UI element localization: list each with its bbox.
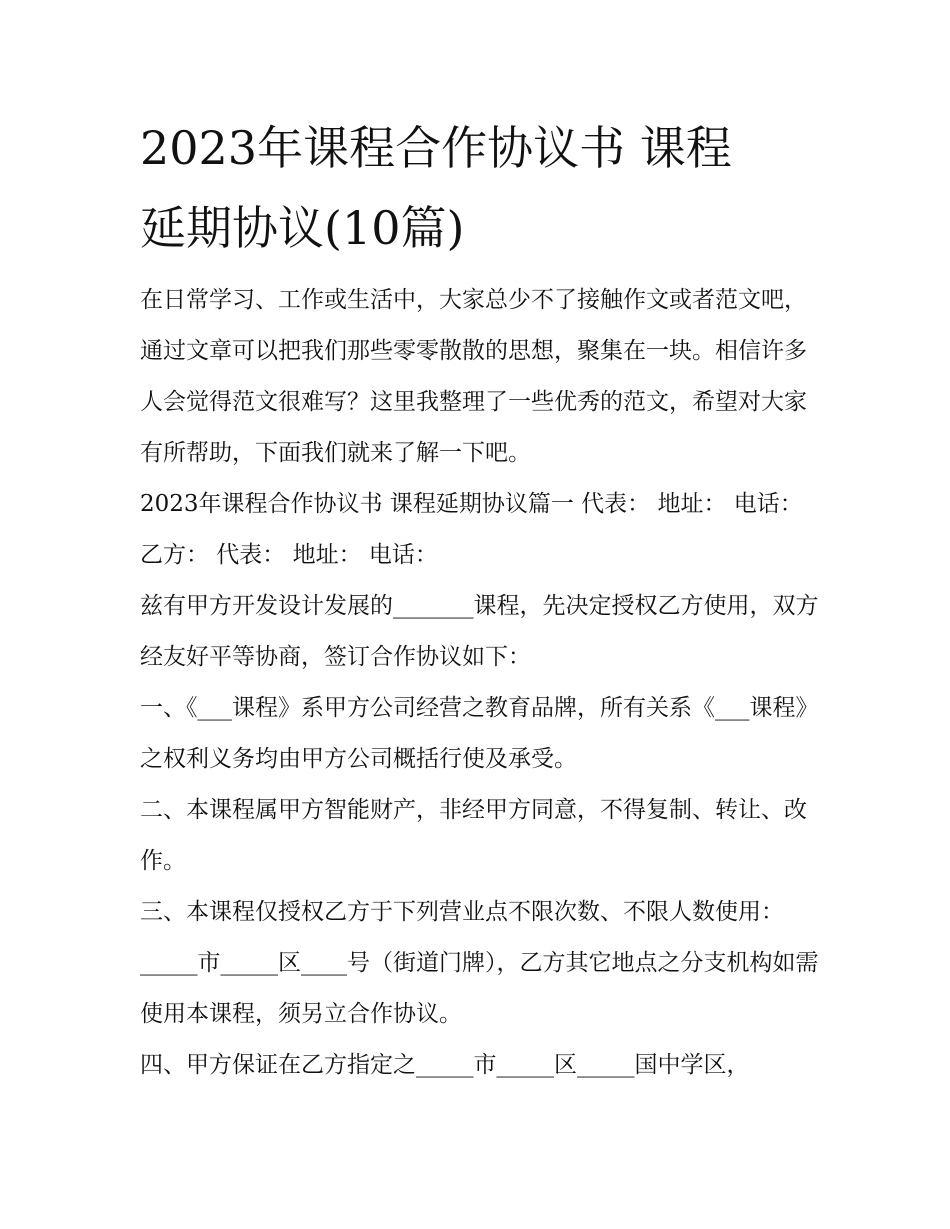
paragraph-clause-2: 二、本课程属甲方智能财产，非经甲方同意，不得复制、转让、改作。 xyxy=(140,797,807,874)
document-title xyxy=(140,108,820,268)
title-line-1: 2023年课程合作协议书 课程 xyxy=(140,121,732,175)
paragraph-intro: 在日常学习、工作或生活中，大家总少不了接触作文或者范文吧，通过文章可以把我们那些零零散散的思想，聚集在一块。相信许多人会觉得范文很难写？这里我整理了一些优秀的范文，希望对大家有所帮助，下面我们就来了解一下吧。 xyxy=(140,287,807,466)
paragraph-preamble: 兹有甲方开发设计发展的_______课程，先决定授权乙方使用，双方经友好平等协商，签订合作协议如下： xyxy=(140,593,819,670)
paragraph-clause-1: 一、《___课程》系甲方公司经营之教育品牌，所有关系《___课程》之权利义务均由甲方公司概括行使及承受。 xyxy=(140,695,819,772)
paragraph-clause-4: 四、甲方保证在乙方指定之_____市_____区_____国中学区， xyxy=(140,1052,750,1078)
document-body xyxy=(140,275,820,1091)
title-line-2: 延期协议(10篇) xyxy=(140,201,465,255)
paragraph-parties: 2023年课程合作协议书 课程延期协议篇一 代表： 地址： 电话： 乙方： 代表： 地址： 电话： xyxy=(140,491,803,568)
paragraph-clause-3: 三、本课程仅授权乙方于下列营业点不限次数、不限人数使用：_____市_____区____号（街道门牌），乙方其它地点之分支机构如需使用本课程，须另立合作协议。 xyxy=(140,899,819,1027)
